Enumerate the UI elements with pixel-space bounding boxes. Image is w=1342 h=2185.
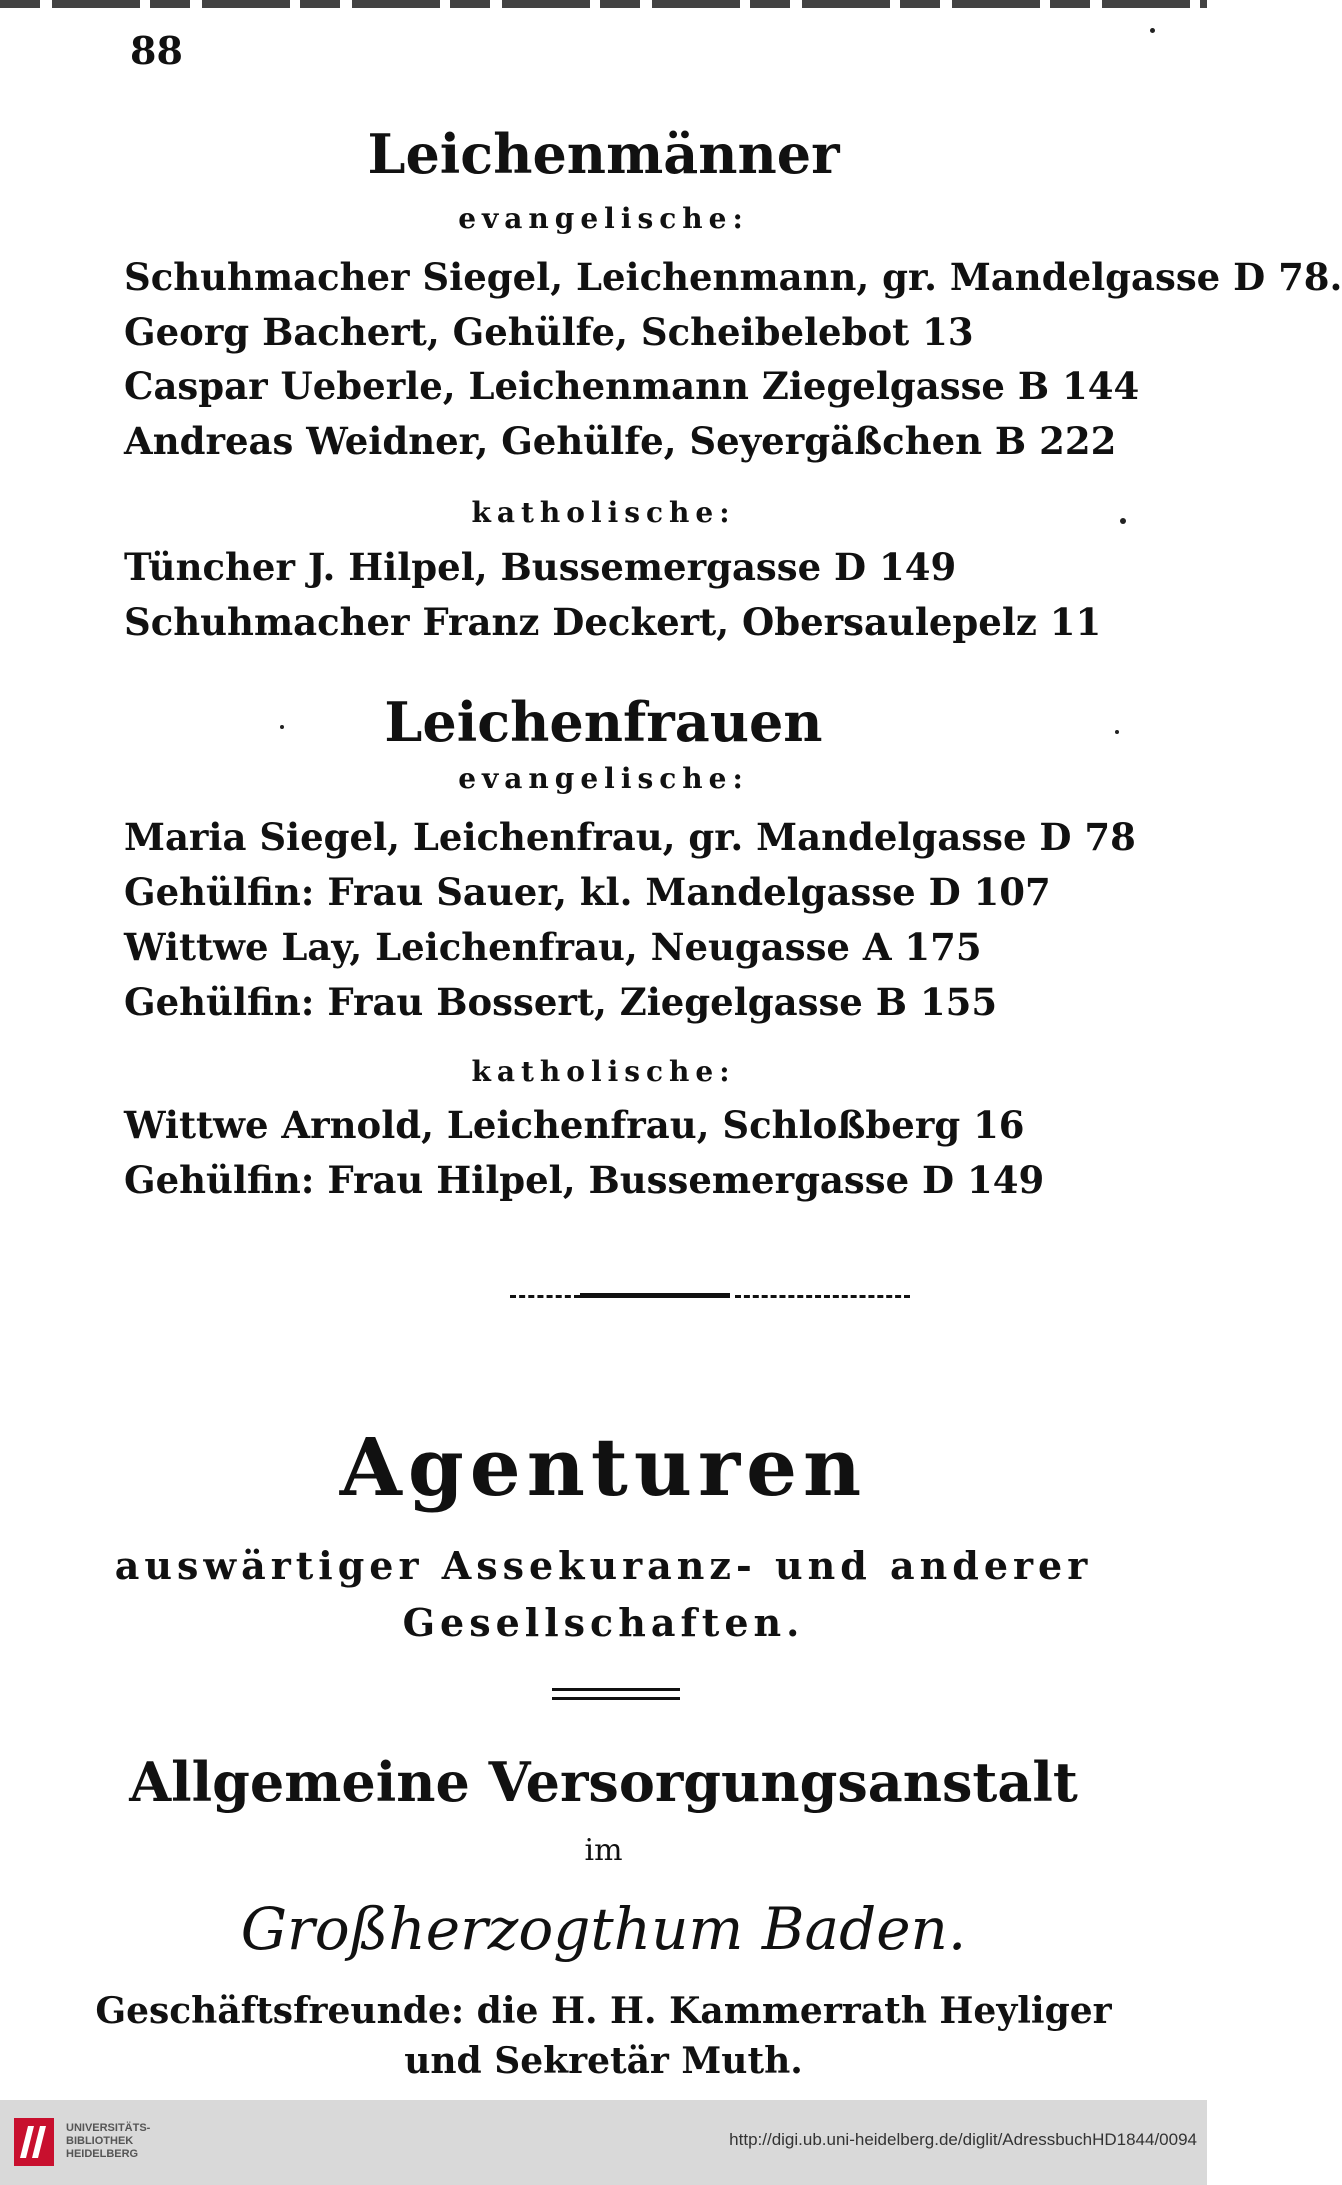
institution-name: Allgemeine Versorgungsanstalt [129,1750,1078,1814]
list-item: Caspar Ueberle, Leichenmann Ziegelgasse B 144 [124,364,1140,408]
group-label-katholische: katholische: [471,496,736,529]
divider-dashes [510,1295,580,1298]
list-item: Schuhmacher Franz Deckert, Obersaulepelz 11 [124,600,1102,644]
speck [1120,518,1126,524]
group-label-evangelische: evangelische: [458,762,749,795]
group-label-katholische: katholische: [471,1055,736,1088]
agencies-subtitle: Gesellschaften. [402,1600,805,1645]
partners-line: Geschäftsfreunde: die H. H. Kammerrath Heyliger [95,1990,1112,2032]
divider-rule [552,1688,680,1691]
section-title-leichenmaenner: Leichenmänner [367,122,840,186]
institution-region: Großherzogthum Baden. [240,1895,967,1963]
list-item: Schuhmacher Siegel, Leichenmann, gr. Mandelgasse D 78. [124,255,1342,299]
speck [1150,28,1155,33]
partners-line: und Sekretär Muth. [404,2040,803,2082]
library-logo-icon [12,2114,56,2170]
list-item: Andreas Weidner, Gehülfe, Seyergäßchen B 222 [124,419,1117,463]
page-number: 88 [130,28,183,73]
logo-line: BIBLIOTHEK [66,2135,134,2147]
divider-dashes [735,1295,910,1298]
divider-rule [580,1293,730,1298]
list-item: Georg Bachert, Gehülfe, Scheibelebot 13 [124,310,974,354]
top-edge-line [0,0,1207,8]
section-title-leichenfrauen: Leichenfrauen [384,690,823,754]
speck [280,725,284,729]
list-item: Gehülfin: Frau Hilpel, Bussemergasse D 149 [124,1158,1045,1202]
logo-line: UNIVERSITÄTS- [66,2122,151,2134]
agencies-subtitle: auswärtiger Assekuranz- und anderer [114,1543,1093,1588]
list-item: Gehülfin: Frau Bossert, Ziegelgasse B 155 [124,980,998,1024]
logo-line: HEIDELBERG [66,2148,139,2160]
source-url-link[interactable]: http://digi.ub.uni-heidelberg.de/diglit/AdressbuchHD1844/0094 [729,2130,1197,2149]
institution-im: im [584,1833,623,1868]
list-item: Gehülfin: Frau Sauer, kl. Mandelgasse D 107 [124,870,1051,914]
speck [1115,730,1119,734]
group-label-evangelische: evangelische: [458,202,749,235]
list-item: Tüncher J. Hilpel, Bussemergasse D 149 [124,545,957,589]
list-item: Wittwe Lay, Leichenfrau, Neugasse A 175 [124,925,982,969]
library-logo[interactable] [12,2112,162,2174]
agencies-title: Agenturen [339,1420,868,1514]
list-item: Wittwe Arnold, Leichenfrau, Schloßberg 16 [124,1103,1025,1147]
divider-rule [552,1697,680,1700]
footer-bar [0,2100,1207,2185]
library-logo-text [66,2122,150,2161]
list-item: Maria Siegel, Leichenfrau, gr. Mandelgasse D 78 [124,815,1136,859]
